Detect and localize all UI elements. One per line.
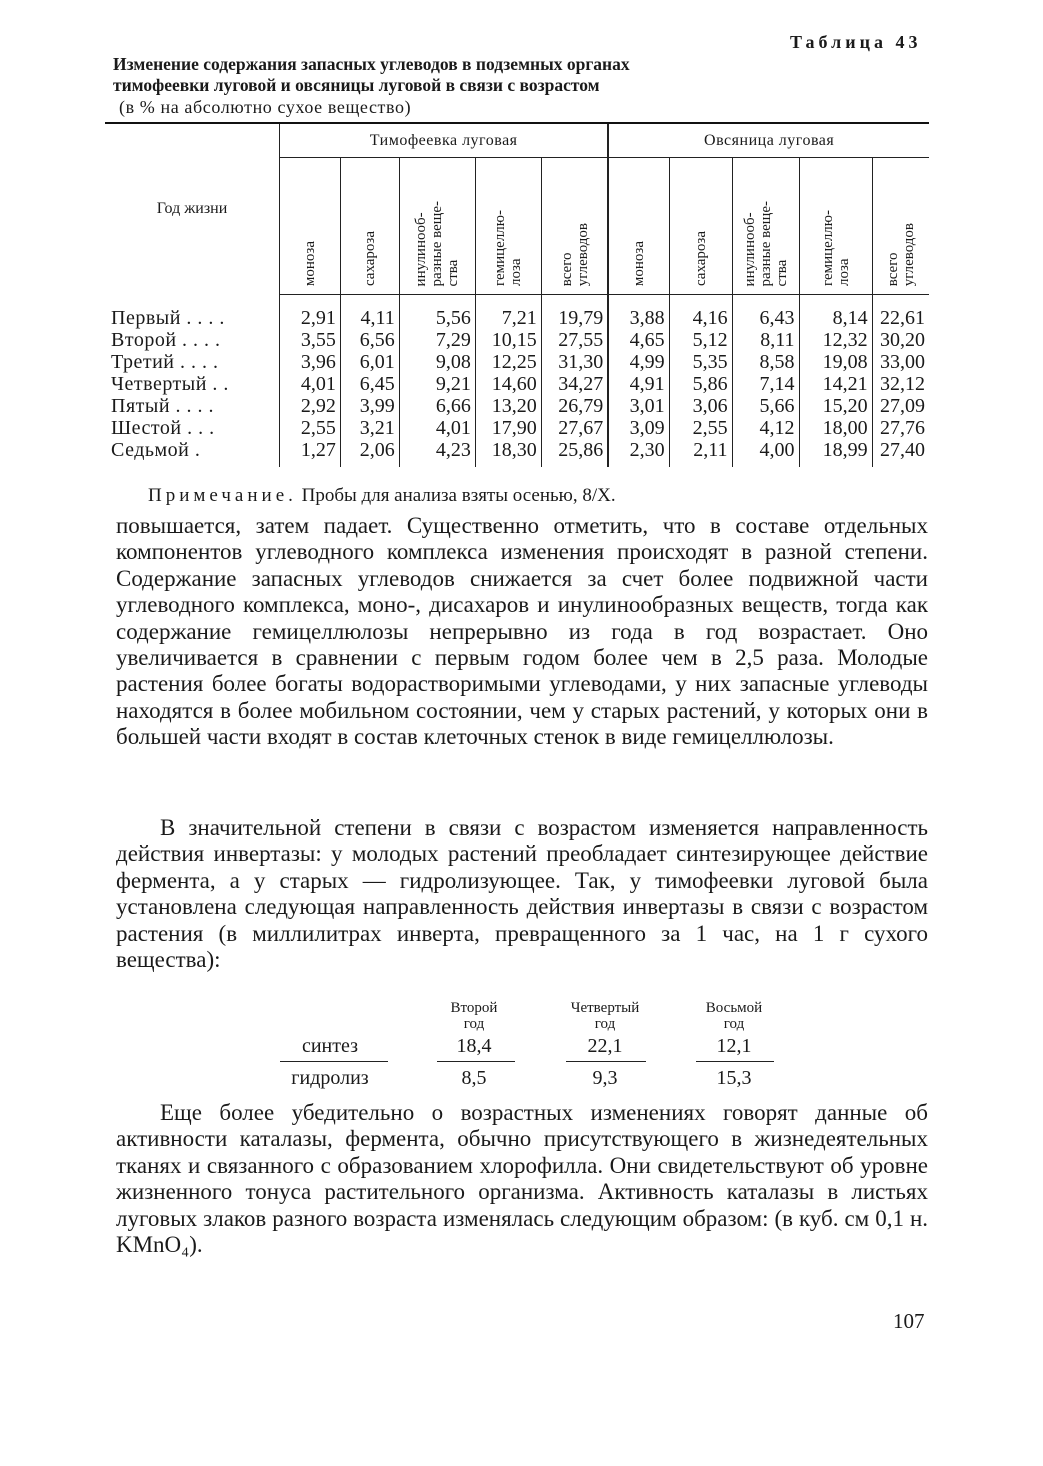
body-paragraph-2: В значительной степени в связи с возрастом изменяется направленность действия инвертазы: у молодых растений преобладает синтезирующее действие фермента, а у старых — гидролизующее. Так, у тимофеевки луговой была установлена следующая направленность действия инвертазы в связи с возрастом растения (в миллилитрах инверта, превращенного за 1 час, на 1 г сухого вещества): [116,815,928,973]
table-cell: 14,21 [799,373,872,395]
invertase-col-header: Восьмой год [705,1000,763,1032]
table-row [105,373,929,395]
year-cell: Седьмой . [111,439,201,461]
invertase-value: 22,1 [587,1035,623,1057]
divider [280,1061,388,1062]
body-paragraph-3: Еще более убедительно о возрастных изменениях говорят данные об активности каталазы, фермента, обычно присутствующего в жизнедеятельных тканях и связанного с образованием хлорофилла. Они свидетельствуют об уровне жизненного тонуса растительного организма. Активность каталазы в листьях луговых злаков разного возраста изменялась следующим образом: (в куб. см 0,1 н. KMnO₄). [116,1100,928,1258]
table-cell: 2,11 [669,439,732,467]
table-cell: 4,11 [340,295,399,330]
table-cell: 3,09 [608,417,669,439]
column-header: сахароза [669,158,732,295]
table-cell: 34,27 [541,373,608,395]
table-cell: 30,20 [872,329,929,351]
table-cell: 18,30 [475,439,541,467]
invertase-value: 8,5 [461,1067,487,1089]
table-cell: 27,09 [872,395,929,417]
table-cell: 4,91 [608,373,669,395]
invertase-col-header: Четвертый год [570,1000,640,1032]
table-cell: 3,99 [340,395,399,417]
divider [566,1061,646,1062]
column-header: моноза [280,158,341,295]
table-row [105,295,929,330]
table-cell: 14,60 [475,373,541,395]
table-cell: 15,20 [799,395,872,417]
table-cell: 3,55 [280,329,341,351]
table-cell: 4,99 [608,351,669,373]
table-cell: 3,06 [669,395,732,417]
year-cell: Пятый . . . . [111,395,215,417]
table-cell: 2,06 [340,439,399,467]
table-cell: 9,08 [399,351,475,373]
table-body [105,295,929,468]
table-cell: 33,00 [872,351,929,373]
invertase-value: 12,1 [716,1035,752,1057]
table-cell: 5,86 [669,373,732,395]
table-row [105,351,929,373]
table-cell: 19,08 [799,351,872,373]
table-cell: 17,90 [475,417,541,439]
table-cell: 18,99 [799,439,872,467]
table-cell: 1,27 [280,439,341,467]
table-note [148,485,616,507]
table-cell: 18,00 [799,417,872,439]
table-row [105,417,929,439]
carbohydrate-table [105,122,929,467]
column-header: гемицеллю- лоза [799,158,872,295]
invertase-row-label: синтез [301,1035,359,1057]
table-title [113,54,873,96]
column-header: инулинооб- разные веще- ства [399,158,475,295]
table-cell: 4,01 [399,417,475,439]
table-cell: 2,55 [280,417,341,439]
table-cell: 7,29 [399,329,475,351]
table-cell: 2,91 [280,295,341,330]
table-cell: 27,55 [541,329,608,351]
table-cell: 5,66 [732,395,799,417]
table-cell: 4,65 [608,329,669,351]
table-cell: 4,00 [732,439,799,467]
column-header: моноза [608,158,669,295]
table-cell: 27,76 [872,417,929,439]
table-cell: 6,43 [732,295,799,330]
column-header: инулинооб- разные веще- ства [732,158,799,295]
table-cell: 26,79 [541,395,608,417]
table-title-line-2: тимофеевки луговой и овсяницы луговой в связи с возрастом [113,75,600,95]
table-cell: 3,88 [608,295,669,330]
table-cell: 27,67 [541,417,608,439]
invertase-value: 9,3 [592,1067,618,1089]
column-header: всего углеводов [541,158,608,295]
year-cell: Первый . . . . [111,306,225,329]
table-cell: 4,23 [399,439,475,467]
year-cell: Четвертый . . [111,373,229,395]
table-cell: 25,86 [541,439,608,467]
column-header: всего углеводов [872,158,929,295]
year-column-header: Год жизни [105,123,280,295]
table-cell: 6,01 [340,351,399,373]
table-number-label: Таблица 43 [790,32,922,52]
table-cell: 32,12 [872,373,929,395]
table-cell: 8,58 [732,351,799,373]
table-cell: 2,92 [280,395,341,417]
table-cell: 10,15 [475,329,541,351]
table-cell: 6,66 [399,395,475,417]
invertase-col-header: Второй год [450,1000,498,1032]
table-cell: 4,16 [669,295,732,330]
table-cell: 4,01 [280,373,341,395]
table-row [105,439,929,467]
column-header: сахароза [340,158,399,295]
invertase-value: 18,4 [456,1035,492,1057]
table-cell: 9,21 [399,373,475,395]
table-title-line-1: Изменение содержания запасных углеводов в подземных органах [113,54,630,74]
table-cell: 2,30 [608,439,669,467]
year-cell: Шестой . . . [111,417,215,439]
body-paragraph-1: повышается, затем падает. Существенно отметить, что в составе отдельных компонентов углеводного комплекса изменения происходят в разной степени. Содержание запасных углеводов снижается за счет более подвижной части углеводного комплекса, моно-, дисахаров и инулинообразных веществ, тогда как содержание гемицеллюлозы непрерывно из года в год возрастает. Оно увеличивается в сравнении с первым годом более чем в 2,5 раза. Молодые растения более богаты водорастворимыми углеводами, у них запасные углеводы находятся в более мобильном состоянии, чем у старых растений, у которых они в большей части входят в состав клеточных стенок в виде гемицеллюлозы. [116,513,928,750]
note-label: Примечание. [148,485,297,506]
year-cell: Второй . . . . [111,329,221,351]
invertase-row-label: гидролиз [291,1067,369,1089]
table-cell: 22,61 [872,295,929,330]
table-row [105,329,929,351]
table-cell: 6,45 [340,373,399,395]
table-cell: 6,56 [340,329,399,351]
table-row [105,395,929,417]
table-cell: 5,35 [669,351,732,373]
table-cell: 8,11 [732,329,799,351]
column-header: гемицеллю- лоза [475,158,541,295]
table-cell: 5,56 [399,295,475,330]
year-cell: Третий . . . . [111,351,219,373]
divider [437,1061,515,1062]
table-cell: 2,55 [669,417,732,439]
note-text: Пробы для анализа взяты осенью, 8/X. [301,485,616,506]
table-cell: 27,40 [872,439,929,467]
group-header-fescue: Овсяница луговая [608,123,929,158]
table-cell: 19,79 [541,295,608,330]
table-cell: 7,21 [475,295,541,330]
table-cell: 31,30 [541,351,608,373]
table-cell: 5,12 [669,329,732,351]
table-cell: 13,20 [475,395,541,417]
table-cell: 12,32 [799,329,872,351]
table-cell: 3,21 [340,417,399,439]
table-cell: 4,12 [732,417,799,439]
table-cell: 8,14 [799,295,872,330]
table-cell: 12,25 [475,351,541,373]
table-cell: 3,01 [608,395,669,417]
group-header-timothy: Тимофеевка луговая [280,123,609,158]
table-cell: 3,96 [280,351,341,373]
divider [696,1061,774,1062]
table-cell: 7,14 [732,373,799,395]
table-subtitle: (в % на абсолютно сухое вещество) [119,97,412,117]
invertase-value: 15,3 [716,1067,752,1089]
page-number: 107 [893,1309,925,1333]
